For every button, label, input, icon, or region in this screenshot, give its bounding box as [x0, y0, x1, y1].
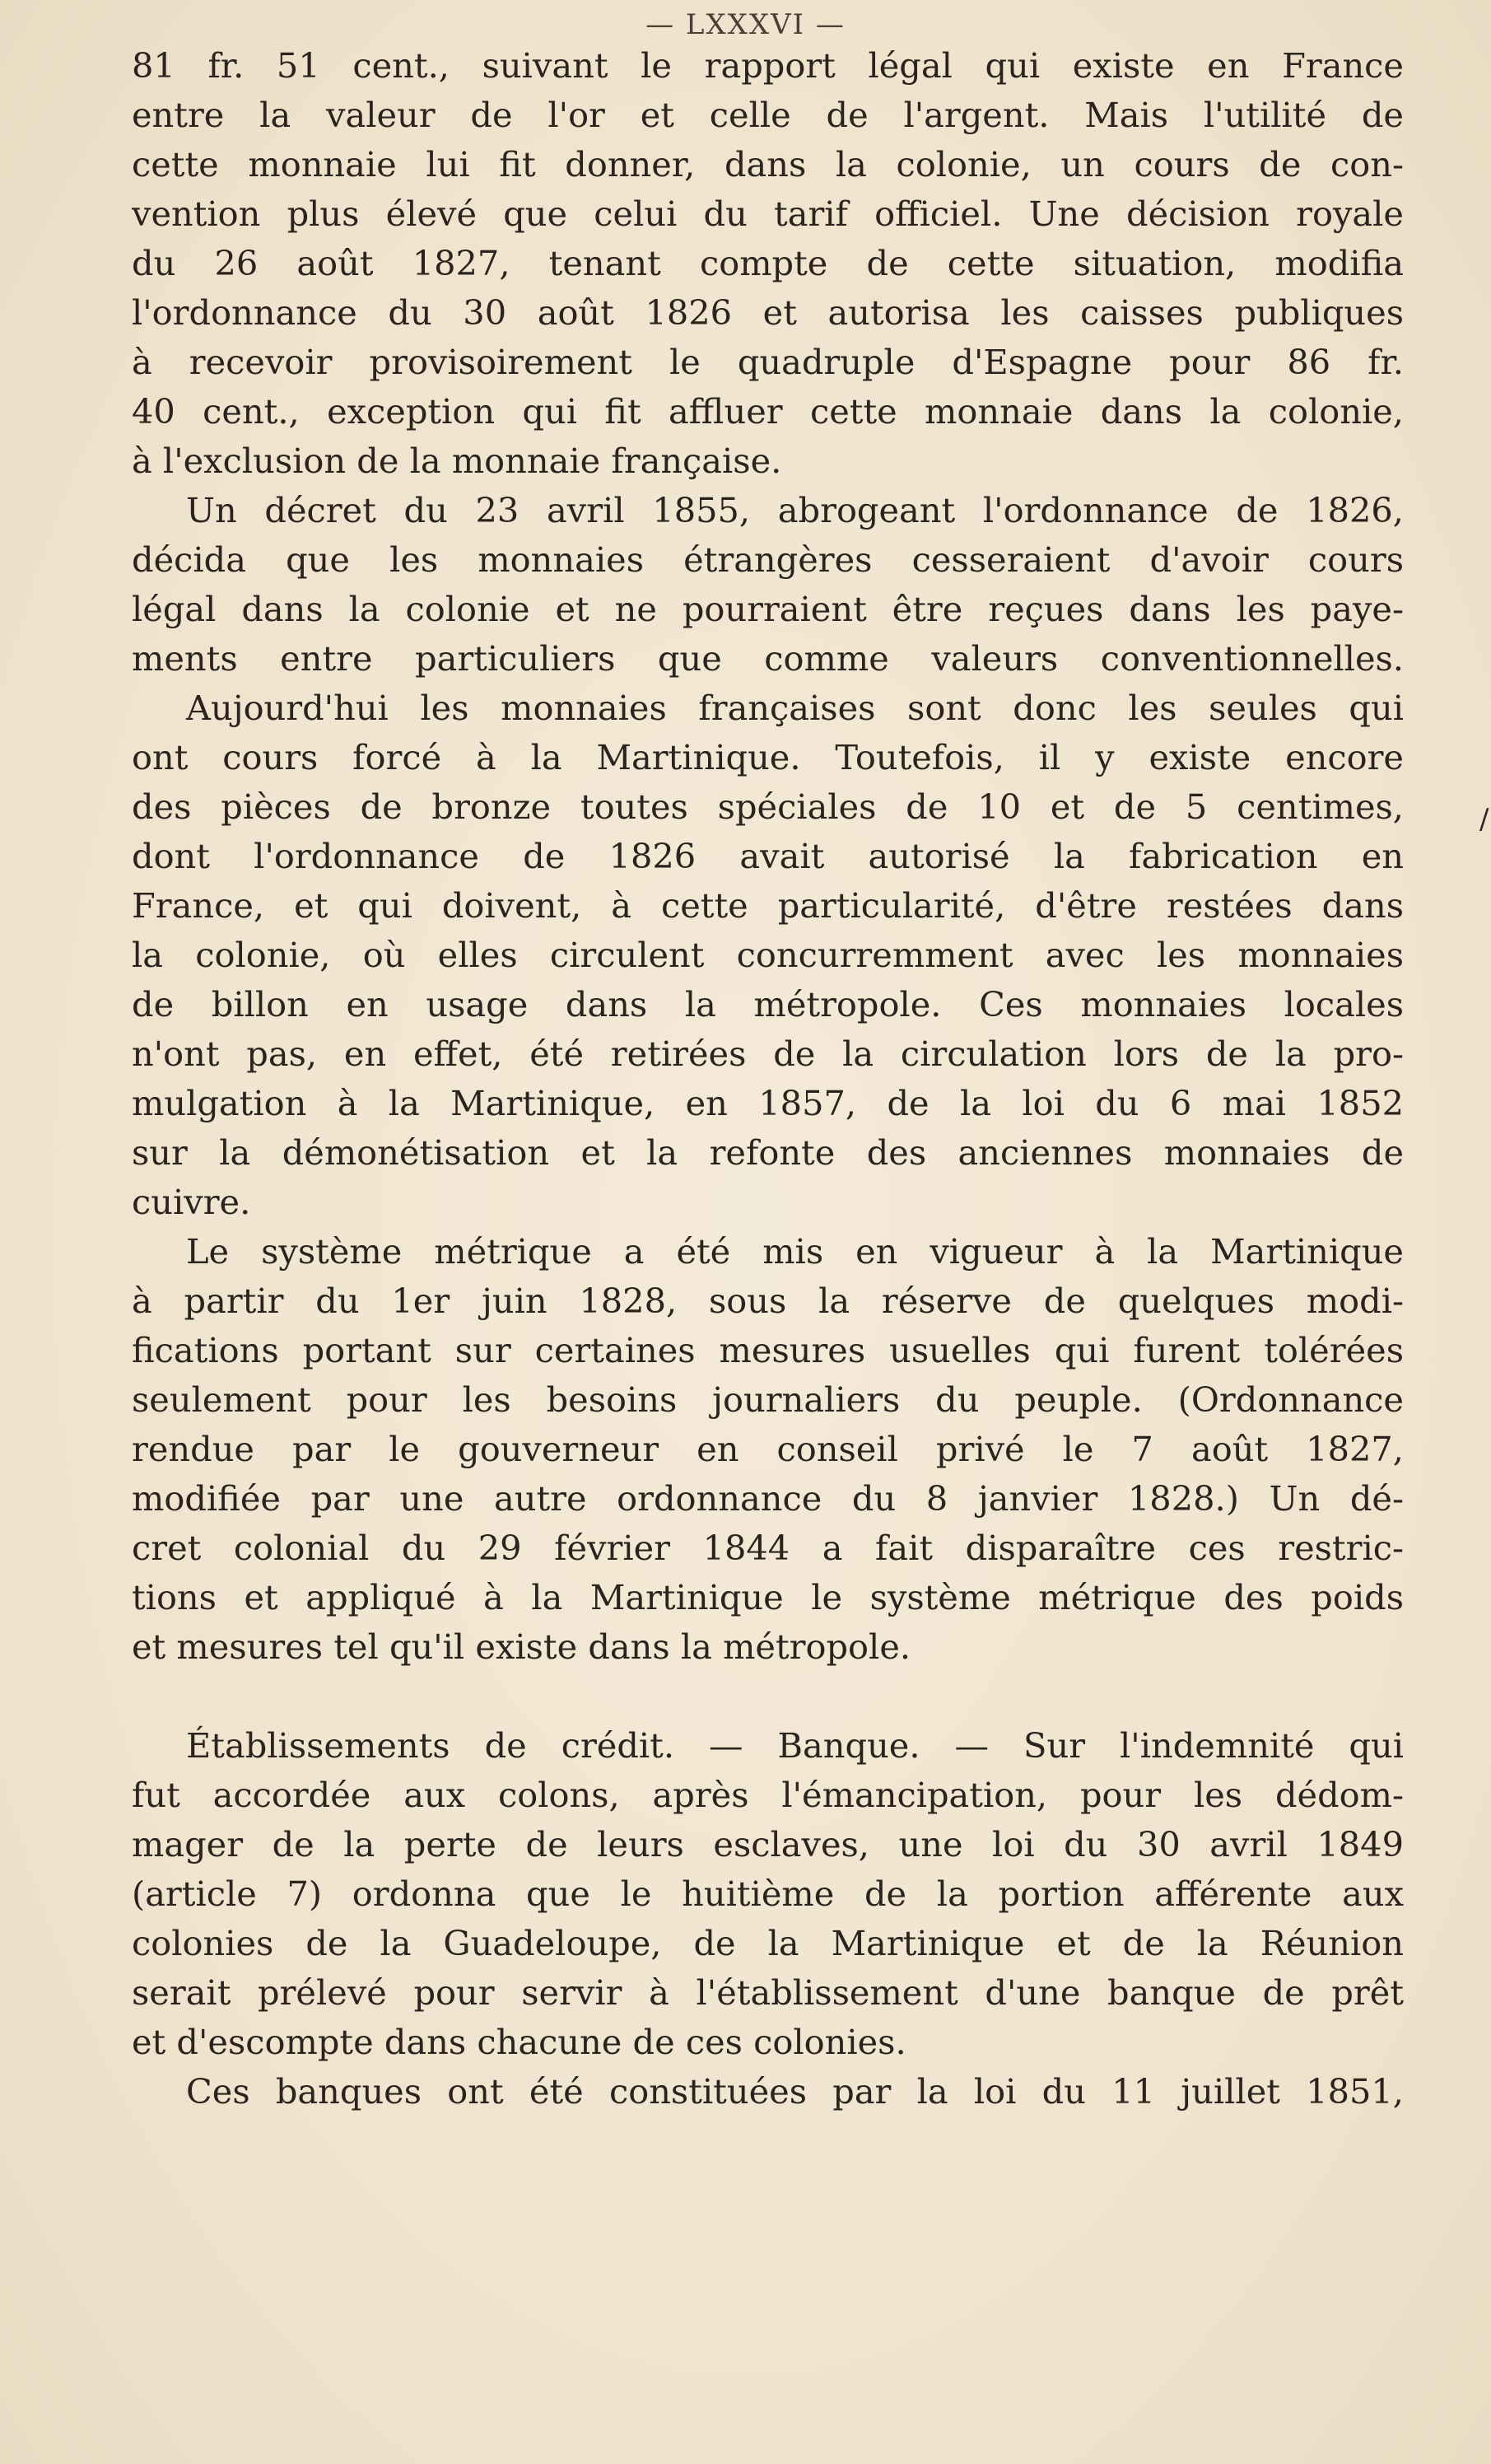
text-line: à recevoir provisoirement le quadruple d'Espagne pour 86 fr. [132, 342, 1404, 382]
text-line: du 26 août 1827, tenant compte de cette situation, modifia [132, 243, 1404, 283]
text-line: sur la démonétisation et la refonte des anciennes monnaies de [132, 1132, 1404, 1173]
text-line: cret colonial du 29 février 1844 a fait disparaître ces restric- [132, 1528, 1404, 1568]
text-line: 81 fr. 51 cent., suivant le rapport légal qui existe en France [132, 45, 1404, 86]
text-line: ments entre particuliers que comme valeurs conventionnelles. [132, 638, 1404, 679]
text-line: seulement pour les besoins journaliers du peuple. (Ordonnance [132, 1379, 1404, 1420]
text-line: tions et appliqué à la Martinique le système métrique des poids [132, 1577, 1404, 1617]
text-line: Établissements de crédit. — Banque. — Sur l'indemnité qui [186, 1725, 1404, 1766]
text-line: à l'exclusion de la monnaie française. [132, 441, 782, 481]
text-line: rendue par le gouverneur en conseil privé le 7 août 1827, [132, 1429, 1404, 1469]
text-line: l'ordonnance du 30 août 1826 et autorisa les caisses publiques [132, 292, 1404, 333]
text-line: des pièces de bronze toutes spéciales de 10 et de 5 centimes, [132, 786, 1404, 827]
text-line: Le système métrique a été mis en vigueur à la Martinique [186, 1231, 1404, 1272]
text-line: fications portant sur certaines mesures usuelles qui furent tolérées [132, 1330, 1404, 1370]
text-line: décida que les monnaies étrangères cesseraient d'avoir cours [132, 539, 1404, 580]
section-gap [132, 1672, 1404, 1721]
text-line: Ces banques ont été constituées par la loi du 11 juillet 1851, [186, 2071, 1404, 2112]
text-line: mulgation à la Martinique, en 1857, de la loi du 6 mai 1852 [132, 1083, 1404, 1123]
text-line: vention plus élevé que celui du tarif officiel. Une décision royale [132, 194, 1404, 234]
text-line: de billon en usage dans la métropole. Ces monnaies locales [132, 984, 1404, 1024]
text-line: fut accordée aux colons, après l'émancipation, pour les dédom- [132, 1775, 1404, 1815]
text-line: n'ont pas, en effet, été retirées de la circulation lors de la pro- [132, 1034, 1404, 1074]
text-line: Un décret du 23 avril 1855, abrogeant l'ordonnance de 1826, [186, 490, 1404, 530]
text-line: Aujourd'hui les monnaies françaises sont donc les seules qui [186, 688, 1404, 728]
body-text [132, 41, 1404, 2116]
text-line: mager de la perte de leurs esclaves, une loi du 30 avril 1849 [132, 1824, 1404, 1864]
text-line: entre la valeur de l'or et celle de l'argent. Mais l'utilité de [132, 95, 1404, 135]
text-line: France, et qui doivent, à cette particularité, d'être restées dans [132, 885, 1404, 926]
text-line: 40 cent., exception qui fit affluer cette monnaie dans la colonie, [132, 391, 1404, 432]
text-line: et d'escompte dans chacune de ces colonies. [132, 2022, 906, 2062]
text-line: ont cours forcé à la Martinique. Toutefois, il y existe encore [132, 737, 1404, 777]
text-line: serait prélevé pour servir à l'établissement d'une banque de prêt [132, 1972, 1404, 2013]
text-line: la colonie, où elles circulent concurremment avec les monnaies [132, 935, 1404, 975]
text-line: à partir du 1er juin 1828, sous la réserve de quelques modi- [132, 1281, 1404, 1321]
text-line: légal dans la colonie et ne pourraient être reçues dans les paye- [132, 589, 1404, 629]
text-line: colonies de la Guadeloupe, de la Martinique et de la Réunion [132, 1923, 1404, 1963]
text-line: cette monnaie lui fit donner, dans la colonie, un cours de con- [132, 144, 1404, 184]
margin-mark: / [1479, 803, 1489, 836]
text-line: dont l'ordonnance de 1826 avait autorisé la fabrication en [132, 836, 1404, 876]
text-line: et mesures tel qu'il existe dans la métropole. [132, 1626, 911, 1667]
text-line: modifiée par une autre ordonnance du 8 janvier 1828.) Un dé- [132, 1478, 1404, 1519]
text-line: (article 7) ordonna que le huitième de la portion afférente aux [132, 1874, 1404, 1914]
text-line: cuivre. [132, 1182, 251, 1222]
page-number-header: — LXXXVI — [645, 8, 846, 41]
